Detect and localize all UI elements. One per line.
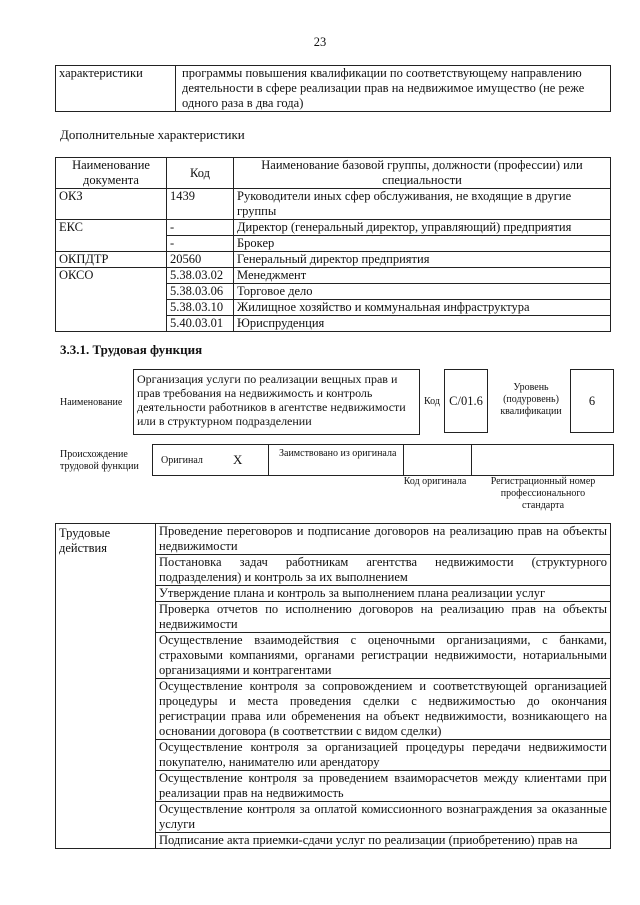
additional-characteristics-heading: Дополнительные характеристики — [60, 127, 245, 142]
code-cell: 20560 — [167, 252, 234, 268]
name-cell: Руководители иных сфер обслуживания, не входящие в другие группы — [234, 189, 611, 220]
function-name-box: Организация услуги по реализации вещных прав и прав требования на недвижимость и контроль деятельности работников в агентстве недвижимости или в структурном подразделении — [133, 369, 420, 435]
labor-actions-table — [55, 523, 611, 849]
name-cell: Брокер — [234, 236, 611, 252]
section-title: 3.3.1. Трудовая функция — [60, 342, 203, 357]
code-label: Код — [424, 396, 440, 407]
origin-divider-1 — [268, 445, 269, 475]
action-item: Осуществление контроля за организацией процедуры передачи недвижимости покупателю, нанимателю или арендатору — [156, 740, 611, 771]
action-item: Осуществление контроля за сопровождением и соответствующей организацией процедуры и места проведения сделки с недвижимостью до окончания регистрации права или обременения на объект недвижимости, возникающего на основании договора (в соответствии с видом сделки) — [156, 679, 611, 740]
page-number: 23 — [313, 35, 327, 49]
header-document: Наименование документа — [56, 158, 167, 189]
name-label: Наименование — [60, 397, 123, 408]
doc-cell: ЕКС — [56, 220, 167, 252]
code-cell: 1439 — [167, 189, 234, 220]
code-cell: 5.40.03.01 — [167, 316, 234, 332]
row-text: программы повышения квалификации по соответствующему направлению деятельности в сфере реализации прав на недвижимое имущество (не реже одного раза в два года) — [176, 66, 611, 112]
row-label: характеристики — [56, 66, 176, 112]
function-code-box: С/01.6 — [444, 369, 488, 433]
action-item: Проведение переговоров и подписание договоров на реализацию прав на объекты недвижимости — [156, 524, 611, 555]
doc-cell: ОКЗ — [56, 189, 167, 220]
table-row — [56, 252, 611, 268]
reg-number-caption: Регистрационный номер профессионального стандарта — [490, 476, 596, 511]
name-cell: Жилищное хозяйство и коммунальная инфраструктура — [234, 300, 611, 316]
name-cell: Генеральный директор предприятия — [234, 252, 611, 268]
level-box: 6 — [570, 369, 614, 433]
name-cell: Менеджмент — [234, 268, 611, 284]
doc-cell: ОКПДТР — [56, 252, 167, 268]
code-cell: 5.38.03.02 — [167, 268, 234, 284]
table-row — [56, 524, 611, 555]
name-cell: Торговое дело — [234, 284, 611, 300]
borrowed-label: Заимствовано из оригинала — [279, 448, 397, 459]
code-cell: - — [167, 220, 234, 236]
action-item: Осуществление контроля за оплатой комиссионного вознаграждения за оказанные услуги — [156, 802, 611, 833]
action-item: Проверка отчетов по исполнению договоров на реализацию прав на объекты недвижимости — [156, 602, 611, 633]
origin-divider-2 — [403, 445, 404, 475]
table-row — [56, 66, 611, 112]
header-name: Наименование базовой группы, должности (профессии) или специальности — [234, 158, 611, 189]
original-mark: X — [233, 452, 243, 467]
action-item: Постановка задач работникам агентства недвижимости (структурного подразделения) и контроль за их выполнением — [156, 555, 611, 586]
level-label: Уровень (подуровень) квалификации — [500, 382, 562, 417]
action-item: Утверждение плана и контроль за выполнением плана реализации услуг — [156, 586, 611, 602]
table-row — [56, 189, 611, 220]
code-cell: 5.38.03.10 — [167, 300, 234, 316]
name-cell: Юриспруденция — [234, 316, 611, 332]
code-cell: - — [167, 236, 234, 252]
additional-characteristics-table — [55, 157, 611, 332]
origin-table — [152, 444, 614, 476]
action-item: Подписание акта приемки-сдачи услуг по реализации (приобретению) прав на — [156, 833, 611, 849]
name-cell: Директор (генеральный директор, управляющий) предприятия — [234, 220, 611, 236]
table-row — [56, 220, 611, 236]
table-row — [56, 268, 611, 284]
action-item: Осуществление взаимодействия с оценочными организациями, с банками, страховыми компаниями, органами регистрации недвижимости, нотариальными организациями и контрагентами — [156, 633, 611, 679]
actions-label: Трудовые действия — [56, 524, 156, 849]
origin-label: Происхождение трудовой функции — [60, 449, 139, 472]
code-cell: 5.38.03.06 — [167, 284, 234, 300]
characteristics-continuation-table — [55, 65, 611, 112]
code-original-caption: Код оригинала — [403, 476, 467, 487]
original-label: Оригинал — [161, 455, 203, 466]
origin-divider-3 — [471, 445, 472, 475]
action-item: Осуществление контроля за проведением взаиморасчетов между клиентами при реализации прав на недвижимость — [156, 771, 611, 802]
header-code: Код — [167, 158, 234, 189]
table-header-row — [56, 158, 611, 189]
doc-cell: ОКСО — [56, 268, 167, 332]
